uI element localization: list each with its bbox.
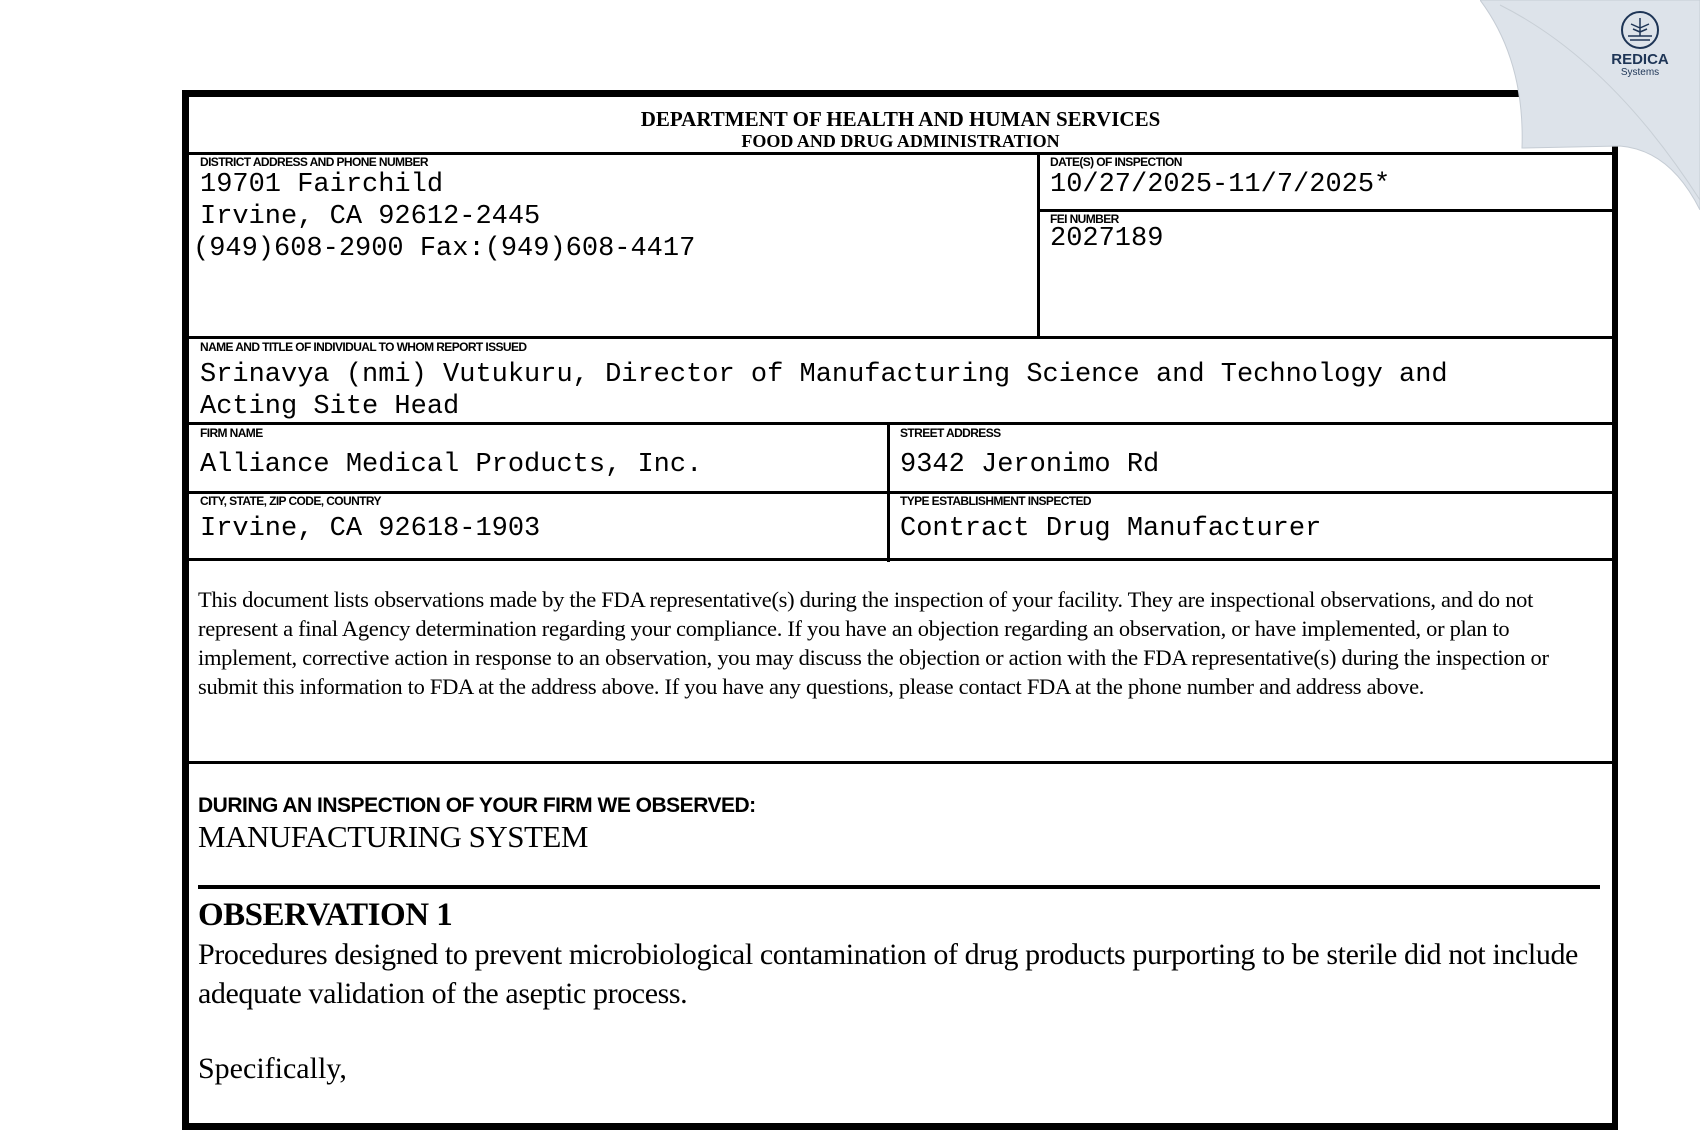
logo-text: REDICA	[1611, 51, 1669, 68]
fda-483-form	[182, 90, 1618, 1130]
observed-heading: DURING AN INSPECTION OF YOUR FIRM WE OBSERVED:	[198, 794, 756, 817]
divider	[198, 885, 1600, 889]
establishment-value: Contract Drug Manufacturer	[900, 514, 1322, 544]
divider	[1037, 152, 1040, 339]
establishment-label: TYPE ESTABLISHMENT INSPECTED	[900, 494, 1091, 508]
district-line1: 19701 Fairchild	[200, 170, 444, 200]
fei-label: FEI NUMBER	[1050, 212, 1119, 226]
individual-label: NAME AND TITLE OF INDIVIDUAL TO WHOM REPORT ISSUED	[200, 340, 527, 354]
divider	[189, 336, 1612, 339]
form-subtitle: FOOD AND DRUG ADMINISTRATION	[741, 131, 1060, 151]
district-line2: Irvine, CA 92612-2445	[200, 202, 541, 232]
system-heading: MANUFACTURING SYSTEM	[198, 819, 588, 854]
district-label: DISTRICT ADDRESS AND PHONE NUMBER	[200, 155, 428, 169]
city-value: Irvine, CA 92618-1903	[200, 514, 541, 544]
divider	[189, 422, 1612, 425]
street-value: 9342 Jeronimo Rd	[900, 450, 1160, 480]
individual-line2: Acting Site Head	[200, 392, 460, 422]
disclaimer-text: This document lists observations made by the FDA representative(s) during the inspection of your facility. They are inspectional observations, and do not represent a final Agency determination regarding your compliance. If you have an objection regarding an observation, or have implemented, or plan to implement, corrective action in response to an observation, you may discuss the objection or action with the FDA representative(s) during the inspection or submit this information to FDA at the address above. If you have any questions, please contact FDA at the phone number and address above.	[198, 587, 1549, 699]
street-label: STREET ADDRESS	[900, 426, 1001, 440]
divider	[189, 558, 1612, 561]
dates-value: 10/27/2025-11/7/2025*	[1050, 170, 1391, 200]
city-label: CITY, STATE, ZIP CODE, COUNTRY	[200, 494, 381, 508]
firm-label: FIRM NAME	[200, 426, 263, 440]
fei-value: 2027189	[1050, 224, 1164, 254]
observation-title: OBSERVATION 1	[198, 897, 453, 933]
page-curl-logo	[1480, 0, 1700, 210]
individual-line1: Srinavya (nmi) Vutukuru, Director of Manufacturing Science and Technology and	[200, 360, 1448, 390]
observation-text: Procedures designed to prevent microbiological contamination of drug products purporting to be sterile did not include adequate validation of the aseptic process.	[198, 938, 1578, 1010]
divider	[189, 761, 1612, 764]
district-phone: (949)608-2900 Fax:(949)608-4417	[193, 234, 696, 264]
observation-specifically: Specifically,	[198, 1052, 347, 1085]
logo-subtext: Systems	[1620, 67, 1660, 78]
firm-value: Alliance Medical Products, Inc.	[200, 450, 703, 480]
form-title: DEPARTMENT OF HEALTH AND HUMAN SERVICES	[640, 107, 1161, 131]
dates-label: DATE(S) OF INSPECTION	[1050, 155, 1182, 169]
